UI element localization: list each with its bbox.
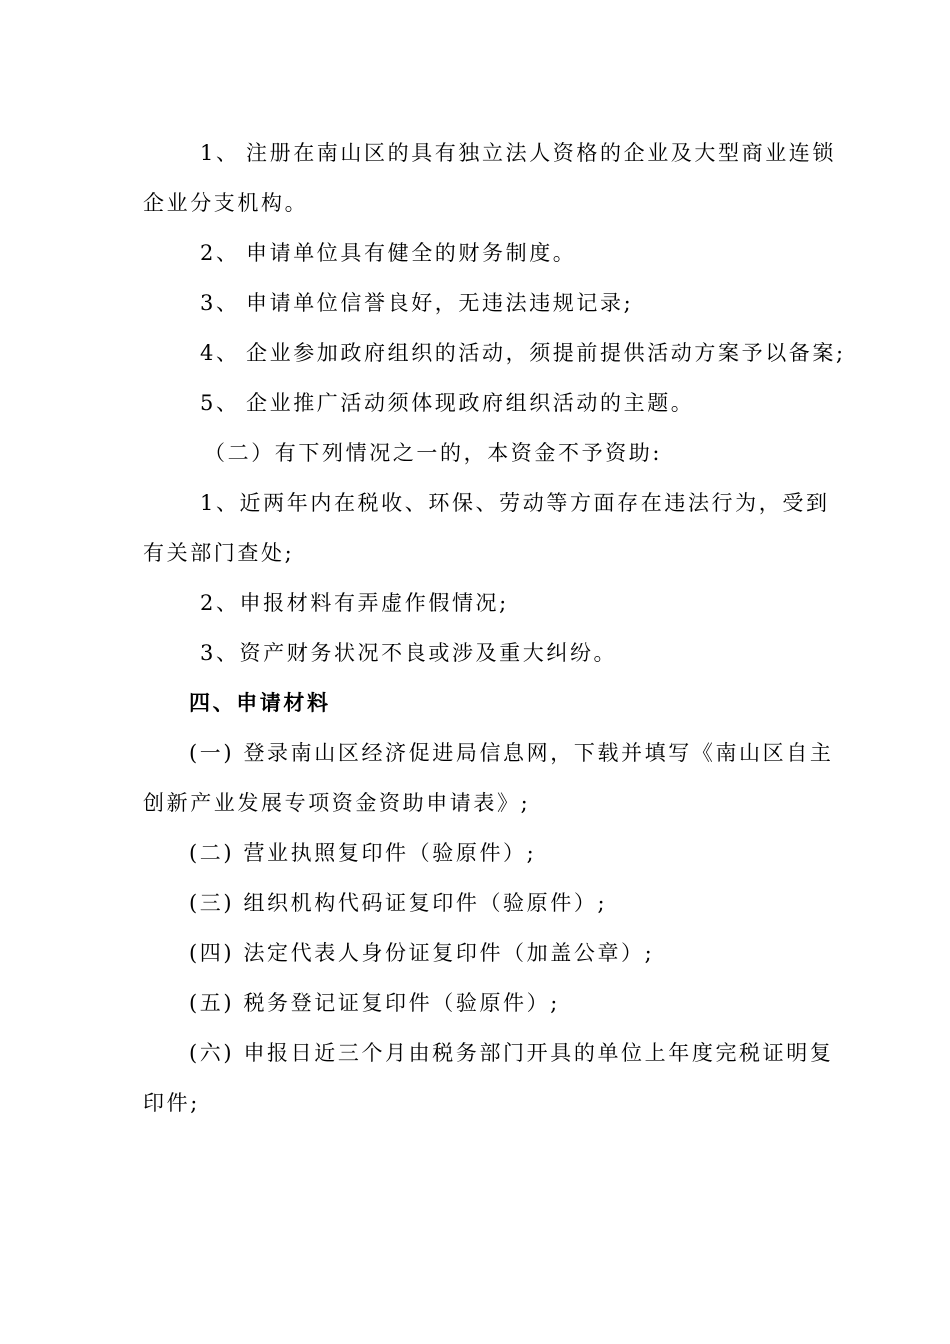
- condition-5-text: 企业推广活动须体现政府组织活动的主题。: [246, 391, 695, 415]
- no-aid-item-3: 3、资产财务状况不良或涉及重大纠纷。: [200, 641, 618, 665]
- material-6: (六) 申报日近三个月由税务部门开具的单位上年度完税证明复: [189, 1041, 834, 1065]
- material-2: (二) 营业执照复印件（验原件）;: [189, 841, 537, 865]
- condition-1: [200, 138, 836, 168]
- no-aid-item-1-continued: 有关部门查处;: [143, 541, 295, 565]
- no-aid-item-2: 2、申报材料有弄虚作假情况;: [200, 591, 509, 615]
- material-1-continued: 创新产业发展专项资金资助申请表》;: [143, 791, 531, 815]
- condition-3: [200, 288, 633, 318]
- material-3: (三) 组织机构代码证复印件（验原件）;: [189, 891, 608, 915]
- no-aid-heading: （二）有下列情况之一的，本资金不予资助:: [204, 441, 663, 465]
- section-4-heading: 四、申请材料: [189, 690, 331, 715]
- condition-3-text: 申请单位信誉良好，无违法违规记录;: [246, 291, 634, 315]
- condition-4-number: 4、: [200, 341, 240, 365]
- condition-1-number: 1、: [200, 141, 240, 165]
- material-1: (一) 登录南山区经济促进局信息网，下载并填写《南山区自主: [189, 741, 834, 765]
- condition-5-number: 5、: [200, 391, 240, 415]
- condition-1-continued: [143, 188, 308, 218]
- condition-2-number: 2、: [200, 241, 240, 265]
- material-4: (四) 法定代表人身份证复印件（加盖公章）;: [189, 941, 655, 965]
- condition-2-text: 申请单位具有健全的财务制度。: [246, 241, 577, 265]
- condition-3-number: 3、: [200, 291, 240, 315]
- condition-2: [200, 238, 576, 268]
- condition-5: [200, 388, 694, 418]
- no-aid-item-1: 1、近两年内在税收、环保、劳动等方面存在违法行为，受到: [200, 491, 830, 515]
- material-6-continued: 印件;: [143, 1091, 200, 1115]
- condition-4: [200, 338, 846, 368]
- material-5: (五) 税务登记证复印件（验原件）;: [189, 991, 560, 1015]
- condition-1-text: 注册在南山区的具有独立法人资格的企业及大型商业连锁: [246, 141, 836, 165]
- condition-1-text-continued: 企业分支机构。: [143, 191, 309, 215]
- condition-4-text: 企业参加政府组织的活动，须提前提供活动方案予以备案;: [246, 341, 846, 365]
